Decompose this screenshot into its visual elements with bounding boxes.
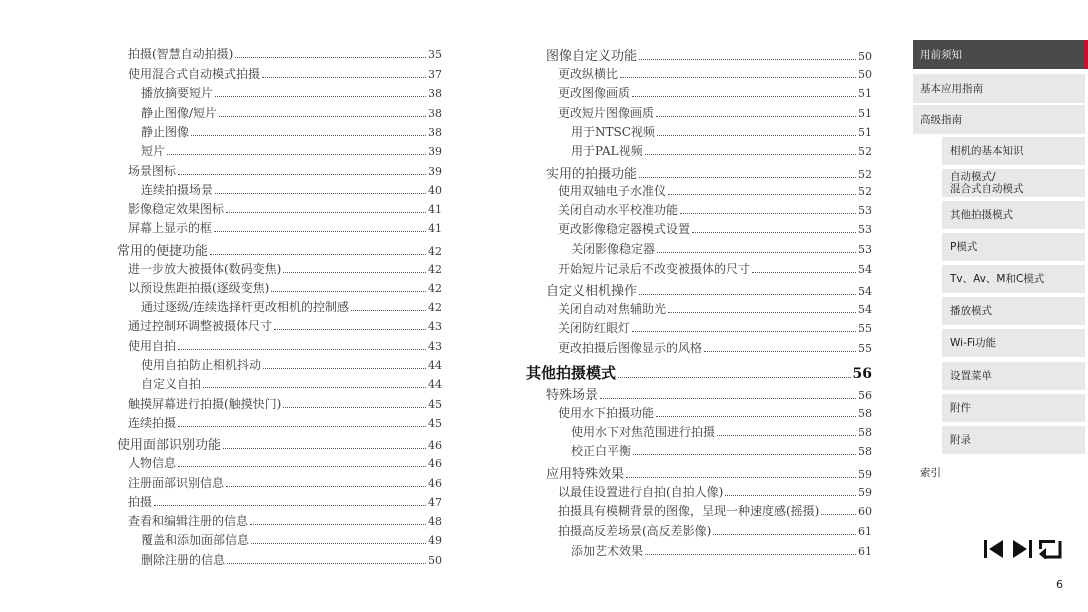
toc-entry[interactable]	[141, 531, 442, 548]
toc-entry[interactable]	[558, 319, 872, 336]
toc-entry-page: 47	[428, 496, 442, 509]
toc-entry-title: 影像稳定效果图标	[128, 202, 225, 216]
toc-entry[interactable]	[141, 84, 442, 101]
toc-entry-page: 54	[858, 303, 872, 316]
toc-leader-dots	[620, 77, 856, 78]
toc-entry-page: 59	[858, 486, 872, 499]
toc-entry[interactable]	[558, 260, 872, 277]
toc-entry-page: 45	[428, 417, 442, 430]
toc-entry-title: 播放摘要短片	[141, 86, 214, 100]
toc-entry-page: 39	[428, 165, 442, 178]
toc-entry[interactable]	[571, 123, 872, 140]
toc-entry-title: 关闭自动水平校准功能	[558, 203, 679, 217]
prev-page-icon	[983, 539, 1005, 559]
toc-leader-dots	[752, 272, 856, 273]
toc-entry[interactable]	[558, 182, 872, 199]
toc-leader-dots	[645, 154, 856, 155]
toc-entry-page: 53	[858, 243, 872, 256]
toc-entry[interactable]	[546, 163, 872, 182]
toc-entry-title: 实用的拍摄功能	[546, 167, 638, 182]
toc-entry-page: 42	[428, 263, 442, 276]
toc-entry[interactable]	[128, 474, 442, 491]
toc-leader-dots	[263, 368, 426, 369]
toc-entry-page: 49	[428, 534, 442, 547]
toc-entry-title: 以最佳设置进行自拍(自拍人像)	[558, 485, 724, 499]
toc-leader-dots	[178, 466, 426, 467]
toc-leader-dots	[632, 96, 856, 97]
toc-entry-title: 静止图像	[141, 125, 190, 139]
toc-entry-page: 54	[858, 263, 872, 276]
nav-tv-av-m-c-modes[interactable]: Tv、Av、M和C模式	[942, 265, 1085, 293]
toc-entry[interactable]	[571, 442, 872, 459]
toc-entry-title: 添加艺术效果	[571, 544, 644, 558]
toc-leader-dots	[251, 543, 426, 544]
toc-entry-title: 使用面部识别功能	[117, 438, 222, 453]
toc-entry[interactable]	[558, 220, 872, 237]
toc-entry-page: 58	[858, 426, 872, 439]
toc-entry-title: 开始短片记录后不改变被摄体的尺寸	[558, 262, 751, 276]
toc-entry-page: 42	[428, 245, 442, 258]
toc-entry[interactable]	[141, 375, 442, 392]
toc-entry-page: 61	[858, 525, 872, 538]
toc-entry-title: 其他拍摄模式	[526, 364, 617, 382]
toc-entry-title: 自定义相机操作	[546, 284, 638, 299]
nav-other-shooting-modes[interactable]: 其他拍摄模式	[942, 201, 1085, 229]
toc-entry-page: 53	[858, 223, 872, 236]
toc-leader-dots	[639, 59, 856, 60]
toc-leader-dots	[821, 514, 856, 515]
toc-entry-page: 45	[428, 398, 442, 411]
toc-entry-page: 41	[428, 222, 442, 235]
toc-entry-title: 查看和编辑注册的信息	[128, 514, 249, 528]
toc-leader-dots	[639, 177, 856, 178]
toc-entry-page: 51	[858, 126, 872, 139]
next-page-button[interactable]	[1010, 538, 1034, 560]
nav-wifi[interactable]: Wi-Fi功能	[942, 329, 1085, 357]
toc-entry[interactable]	[558, 522, 872, 539]
toc-leader-dots	[351, 310, 426, 311]
toc-leader-dots	[618, 377, 851, 378]
toc-entry-title: 更改纵横比	[558, 67, 619, 81]
toc-entry[interactable]	[558, 300, 872, 317]
toc-leader-dots	[704, 351, 856, 352]
toc-entry-page: 59	[858, 468, 872, 481]
toc-entry-page: 48	[428, 515, 442, 528]
toc-entry-title: 拍摄(智慧自动拍摄)	[128, 47, 234, 61]
toc-entry-title: 注册面部识别信息	[128, 476, 225, 490]
toc-entry-title: 使用水下拍摄功能	[558, 406, 655, 420]
toc-entry-page: 50	[858, 50, 872, 63]
page-navigation	[982, 538, 1062, 560]
toc-leader-dots	[639, 294, 856, 295]
toc-entry-title: 关闭影像稳定器	[571, 242, 656, 256]
prev-page-button[interactable]	[982, 538, 1006, 560]
toc-entry-page: 58	[858, 407, 872, 420]
toc-entry[interactable]	[571, 542, 872, 559]
toc-entry-title: 触摸屏幕进行拍摄(触摸快门)	[128, 397, 282, 411]
toc-entry-title: 校正白平衡	[571, 444, 632, 458]
toc-entry[interactable]	[128, 454, 442, 471]
nav-camera-basics[interactable]: 相机的基本知识	[942, 137, 1085, 165]
toc-leader-dots	[210, 254, 426, 255]
toc-entry-page: 51	[858, 107, 872, 120]
toc-leader-dots	[656, 416, 856, 417]
toc-entry-page: 39	[428, 145, 442, 158]
toc-entry[interactable]	[571, 423, 872, 440]
toc-entry[interactable]	[128, 45, 442, 62]
toc-entry-title: 以预设焦距拍摄(逐级变焦)	[128, 281, 270, 295]
toc-entry[interactable]	[141, 104, 442, 121]
toc-entry-title: 更改影像稳定器模式设置	[558, 222, 691, 236]
toc-entry-title: 连续拍摄	[128, 416, 177, 430]
toc-entry[interactable]	[546, 384, 872, 403]
toc-leader-dots	[283, 272, 426, 273]
toc-entry[interactable]	[141, 298, 442, 315]
toc-entry-title: 更改短片图像画质	[558, 106, 655, 120]
toc-entry-title: 用于NTSC视频	[571, 125, 655, 139]
toc-entry[interactable]	[128, 200, 442, 217]
toc-entry-title: 人物信息	[128, 456, 177, 470]
toc-entry-title: 使用双轴电子水准仪	[558, 184, 667, 198]
toc-entry-title: 使用自拍	[128, 339, 177, 353]
toc-entry[interactable]	[128, 162, 442, 179]
page-number: 6	[1056, 578, 1063, 591]
toc-leader-dots	[154, 505, 426, 506]
toc-entry-title: 拍摄	[128, 495, 153, 509]
toc-entry-page: 46	[428, 477, 442, 490]
toc-entry[interactable]	[128, 65, 442, 82]
toc-leader-dots	[178, 426, 426, 427]
toc-leader-dots	[235, 57, 426, 58]
toc-leader-dots	[668, 194, 856, 195]
toc-leader-dots	[657, 252, 856, 253]
toc-entry[interactable]	[558, 104, 872, 121]
nav-playback-mode[interactable]: 播放模式	[942, 297, 1085, 325]
toc-leader-dots	[223, 448, 426, 449]
toc-entry-page: 52	[858, 145, 872, 158]
toc-entry-title: 进一步放大被摄体(数码变焦)	[128, 262, 282, 276]
toc-entry-title: 应用特殊效果	[546, 467, 625, 482]
toc-leader-dots	[632, 331, 856, 332]
toc-entry-title: 拍摄高反差场景(高反差影像)	[558, 524, 712, 538]
toc-leader-dots	[203, 387, 426, 388]
toc-entry-page: 54	[858, 285, 872, 298]
toc-leader-dots	[725, 495, 856, 496]
toc-entry[interactable]	[558, 502, 872, 519]
toc-leader-dots	[645, 554, 856, 555]
toc-entry[interactable]	[546, 45, 872, 64]
toc-leader-dots	[191, 135, 426, 136]
toc-leader-dots	[680, 213, 856, 214]
toc-entry[interactable]	[128, 493, 442, 510]
toc-leader-dots	[713, 534, 856, 535]
toc-entry-page: 52	[858, 168, 872, 181]
toc-entry-title: 短片	[141, 144, 166, 158]
toc-leader-dots	[271, 291, 426, 292]
toc-leader-dots	[633, 454, 856, 455]
toc-leader-dots	[668, 312, 856, 313]
toc-entry-page: 42	[428, 282, 442, 295]
toc-entry-title: 连续拍摄场景	[141, 183, 214, 197]
toc-entry[interactable]	[141, 181, 442, 198]
toc-entry-title: 通过控制环调整被摄体尺寸	[128, 319, 273, 333]
toc-leader-dots	[656, 116, 856, 117]
nav-p-mode[interactable]: P模式	[942, 233, 1085, 261]
nav-before-use[interactable]: 用前须知	[913, 40, 1085, 69]
toc-entry[interactable]	[117, 240, 442, 259]
toc-entry[interactable]	[141, 123, 442, 140]
toc-entry[interactable]	[128, 512, 442, 529]
toc-entry-page: 58	[858, 445, 872, 458]
toc-entry-title: 图像自定义功能	[546, 49, 638, 64]
toc-leader-dots	[178, 349, 426, 350]
toc-entry-page: 61	[858, 545, 872, 558]
toc-entry-page: 50	[428, 554, 442, 567]
toc-entry-page: 38	[428, 87, 442, 100]
toc-entry-page: 43	[428, 340, 442, 353]
toc-entry[interactable]	[117, 434, 442, 453]
toc-entry-page: 43	[428, 320, 442, 333]
toc-leader-dots	[692, 232, 856, 233]
nav-accessories[interactable]: 附件	[942, 394, 1085, 422]
toc-entry-title: 静止图像/短片	[141, 106, 218, 120]
toc-entry-title: 自定义自拍	[141, 377, 202, 391]
toc-leader-dots	[600, 398, 856, 399]
toc-entry-page: 51	[858, 87, 872, 100]
toc-entry[interactable]	[128, 414, 442, 431]
toc-entry-page: 38	[428, 126, 442, 139]
toc-leader-dots	[717, 435, 856, 436]
toc-entry-title: 使用水下对焦范围进行拍摄	[571, 425, 716, 439]
nav-auto-mode[interactable]	[942, 169, 1085, 197]
toc-leader-dots	[226, 212, 426, 213]
toc-entry-page: 37	[428, 68, 442, 81]
toc-entry[interactable]	[558, 65, 872, 82]
toc-entry[interactable]	[128, 395, 442, 412]
toc-entry[interactable]	[558, 339, 872, 356]
toc-leader-dots	[626, 477, 856, 478]
nav-setting-menu[interactable]: 设置菜单	[942, 362, 1085, 390]
toc-entry-page: 35	[428, 48, 442, 61]
toc-entry[interactable]	[141, 142, 442, 159]
toc-leader-dots	[657, 135, 856, 136]
toc-entry-title: 删除注册的信息	[141, 553, 226, 567]
nav-advanced-guide[interactable]: 高级指南	[913, 105, 1085, 134]
toc-leader-dots	[226, 486, 426, 487]
toc-leader-dots	[283, 407, 426, 408]
toc-leader-dots	[274, 329, 426, 330]
toc-entry[interactable]	[128, 279, 442, 296]
nav-auto-mode-line1: 自动模式/	[950, 171, 996, 183]
toc-entry-title: 覆盖和添加面部信息	[141, 533, 250, 547]
toc-entry-page: 60	[858, 505, 872, 518]
toc-entry-title: 拍摄具有模糊背景的图像，呈现一种速度感(摇摄)	[558, 504, 820, 518]
toc-entry-page: 55	[858, 342, 872, 355]
return-icon	[1038, 539, 1062, 559]
toc-entry-page: 38	[428, 107, 442, 120]
toc-entry-page: 40	[428, 184, 442, 197]
toc-leader-dots	[215, 193, 426, 194]
toc-entry-title: 使用自拍防止相机抖动	[141, 358, 262, 372]
toc-entry[interactable]	[558, 404, 872, 421]
toc-entry[interactable]	[128, 317, 442, 334]
toc-entry[interactable]	[558, 483, 872, 500]
toc-entry-page: 44	[428, 359, 442, 372]
nav-auto-mode-label	[950, 171, 1024, 195]
nav-index[interactable]: 索引	[920, 466, 941, 479]
toc-entry[interactable]	[571, 240, 872, 257]
toc-entry-page: 41	[428, 203, 442, 216]
toc-entry-page: 46	[428, 439, 442, 452]
toc-leader-dots	[214, 231, 426, 232]
toc-entry-page: 44	[428, 378, 442, 391]
toc-leader-dots	[262, 77, 426, 78]
toc-leader-dots	[250, 524, 426, 525]
toc-entry[interactable]	[128, 260, 442, 277]
toc-entry[interactable]	[141, 356, 442, 373]
toc-entry-title: 场景图标	[128, 164, 177, 178]
toc-leader-dots	[227, 563, 426, 564]
toc-entry-title: 用于PAL视频	[571, 144, 643, 158]
toc-entry[interactable]	[558, 201, 872, 218]
toc-entry[interactable]	[141, 551, 442, 568]
toc-entry-title: 通过逐级/连续选择杆更改相机的控制感	[141, 300, 350, 314]
toc-entry-title: 更改拍摄后图像显示的风格	[558, 341, 703, 355]
nav-basic-guide[interactable]: 基本应用指南	[913, 74, 1085, 103]
toc-entry-title: 特殊场景	[546, 388, 599, 403]
nav-appendix[interactable]: 附录	[942, 426, 1085, 454]
toc-leader-dots	[167, 154, 426, 155]
toc-entry-title: 更改图像画质	[558, 86, 631, 100]
toc-entry-page: 42	[428, 301, 442, 314]
toc-entry-page: 52	[858, 185, 872, 198]
nav-auto-mode-line2: 混合式自动模式	[950, 183, 1024, 195]
toc-entry-title: 关闭防红眼灯	[558, 321, 631, 335]
toc-entry[interactable]	[558, 84, 872, 101]
toc-entry-page: 55	[858, 322, 872, 335]
toc-entry[interactable]	[526, 362, 872, 383]
toc-entry-page: 46	[428, 457, 442, 470]
toc-entry[interactable]	[128, 219, 442, 236]
toc-entry-title: 关闭自动对焦辅助光	[558, 302, 667, 316]
toc-entry[interactable]	[546, 280, 872, 299]
toc-leader-dots	[219, 116, 426, 117]
toc-entry-title: 屏幕上显示的框	[128, 221, 213, 235]
toc-entry-page: 53	[858, 204, 872, 217]
toc-entry-title: 使用混合式自动模式拍摄	[128, 67, 261, 81]
next-page-icon	[1011, 539, 1033, 559]
toc-leader-dots	[215, 96, 426, 97]
toc-leader-dots	[178, 174, 426, 175]
toc-entry[interactable]	[546, 463, 872, 482]
toc-entry-title: 常用的便捷功能	[117, 244, 209, 259]
toc-entry-page: 50	[858, 68, 872, 81]
toc-entry-page: 56	[858, 389, 872, 402]
toc-entry[interactable]	[571, 142, 872, 159]
toc-entry-page: 56	[852, 366, 872, 382]
toc-entry[interactable]	[128, 337, 442, 354]
return-button[interactable]	[1038, 538, 1062, 560]
